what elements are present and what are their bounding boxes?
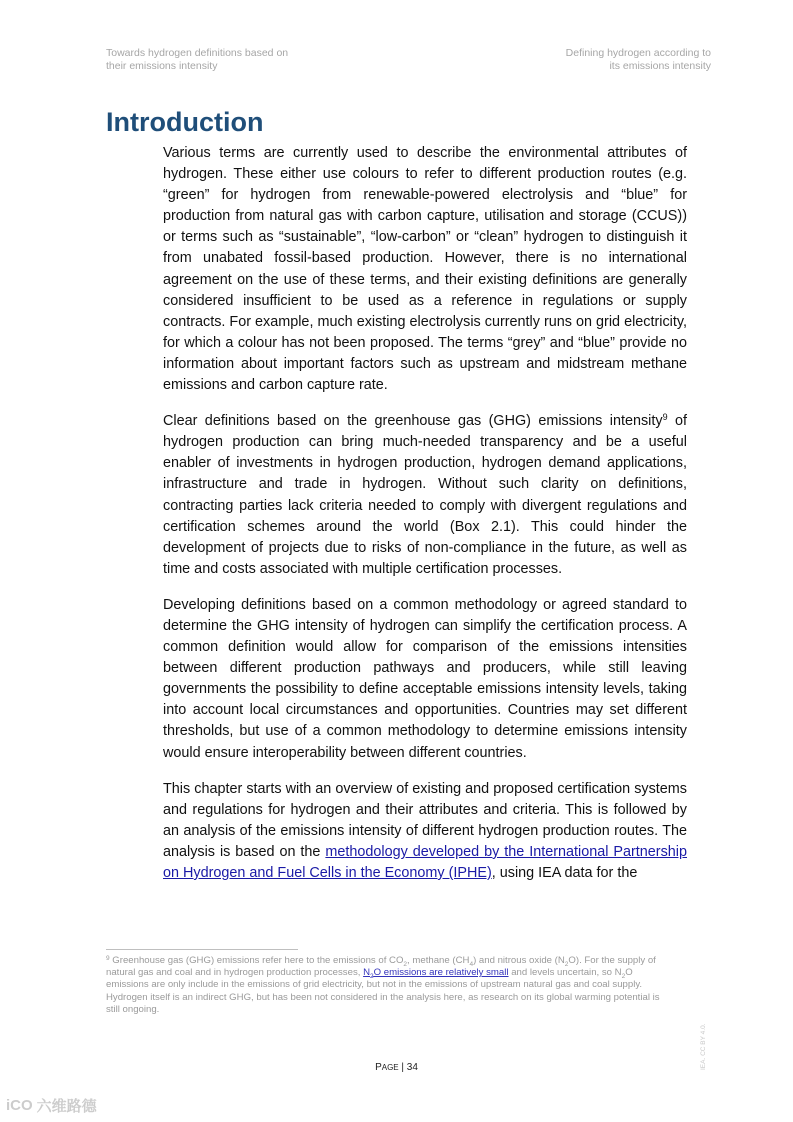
watermark-logo: iCO: [6, 1097, 33, 1114]
footnote-9: [106, 955, 672, 1016]
link-subscript: 2: [370, 973, 374, 981]
paragraph-3: Developing definitions based on a common methodology or agreed standard to determine the GHG intensity of hydrogen can simplify the certification process. A common definition would allow for comparison of the emissions intensities between different production pathways and producers, while still leaving governments the possibility to define acceptable emissions intensity levels, taking into account local circumstances and opportunities. Countries may set different thresholds, but use of a common methodology to determine emissions intensity would ensure interoperability between different countries.: [163, 596, 687, 761]
paragraph-4-text-b: , using IEA data for the: [491, 865, 638, 881]
footnote-text: O). For the supply of natural gas and coal and in hydrogen production processes,: [106, 955, 656, 979]
footnote-text: ) and nitrous oxide (N: [473, 955, 565, 966]
footnote-text: Greenhouse gas (GHG) emissions refer here to the emissions of CO: [109, 955, 404, 966]
paragraph-1: Various terms are currently used to describe the environmental attributes of hydrogen. These either use colours to refer to different production routes (e.g. “green” for hydrogen from renewable-powered electrolysis and “blue” for production from natural gas with carbon capture, utilisation and storage (CCUS)) or terms such as “sustainable”, “low-carbon” or “clean” hydrogen to distinguish it from unabated fossil-based production. However, there is no international agreement on the use of these terms, and their existing definitions are generally considered insufficient to be used as a reference in regulations or supply contracts. For example, much existing electrolysis currently runs on grid electricity, for which a colour has not been proposed. The terms “grey” and “blue” provide no information about important factors such as upstream and midstream methane emissions and carbon capture rate.: [163, 145, 687, 394]
footnote-text: , methane (CH: [407, 955, 470, 966]
footnote-subscript: 2: [621, 973, 626, 981]
link-text: O emissions are relatively small: [373, 967, 509, 979]
n2o-emissions-link[interactable]: [363, 967, 509, 981]
link-text: N: [363, 967, 371, 979]
footnote-subscript: 2: [564, 960, 569, 968]
running-header-right: [566, 47, 711, 73]
footnote-subscript: 2: [403, 960, 408, 968]
footnote-text: and levels uncertain, so N: [508, 967, 622, 979]
header-left-line1: Towards hydrogen definitions based on: [106, 47, 289, 59]
page-separator: |: [398, 1062, 407, 1073]
page-label-initial: P: [375, 1062, 382, 1073]
page-number: [0, 1062, 793, 1073]
header-right-line2: its emissions intensity: [609, 60, 711, 72]
footnote-text: O emissions are only include in the emissions of grid electricity, but not in the emissions of upstream natural gas and coal supply. Hydrogen itself is an indirect GHG, but has been not considered in the analysis here, as research on its global warming potential is still ongoing.: [106, 967, 660, 1015]
footnote-divider: [106, 949, 298, 950]
page-number-value: 34: [406, 1062, 418, 1073]
footnote-ref-9[interactable]: 9: [662, 412, 668, 423]
running-header-left: [106, 47, 288, 73]
paragraph-2-text-b: of hydrogen production can bring much-needed transparency and be a useful enabler of investments in hydrogen production, hydrogen demand applications, infrastructure and trade in hydrogen. Without such clarity on definitions, contracting parties lack criteria needed to comply with divergent regulations and certification schemes around the world (Box 2.1). This could hinder the development of projects due to risks of non-compliance in the future, as well as time and costs associated with multiple certification processes.: [163, 413, 688, 577]
page-title: Introduction: [106, 107, 264, 137]
header-right-line1: Defining hydrogen according to: [565, 47, 711, 59]
paragraph-2: [163, 411, 687, 580]
paragraph-4: [163, 779, 687, 884]
paragraph-4-text-a: This chapter starts with an overview of existing and proposed certification systems and regulations for hydrogen and their attributes and criteria. This is followed by an analysis of the emissions intensity of different hydrogen production routes. The analysis is based on the: [163, 780, 687, 860]
page-label-rest: AGE: [381, 1063, 399, 1072]
iphe-methodology-link[interactable]: methodology developed by the International Partnership on Hydrogen and Fuel Cells in the Economy (IPHE): [163, 843, 687, 881]
paragraph-2-text-a: Clear definitions based on the greenhouse gas (GHG) emissions intensity: [163, 413, 663, 430]
license-notice: IEA. CC BY 4.0.: [700, 1023, 707, 1070]
footnote-number: 9: [106, 955, 110, 962]
header-left-line2: their emissions intensity: [106, 60, 218, 72]
watermark: [6, 1095, 97, 1116]
footnote-subscript: 4: [469, 960, 474, 968]
watermark-text: 六维路德: [36, 1098, 97, 1115]
body-text: [163, 143, 687, 884]
